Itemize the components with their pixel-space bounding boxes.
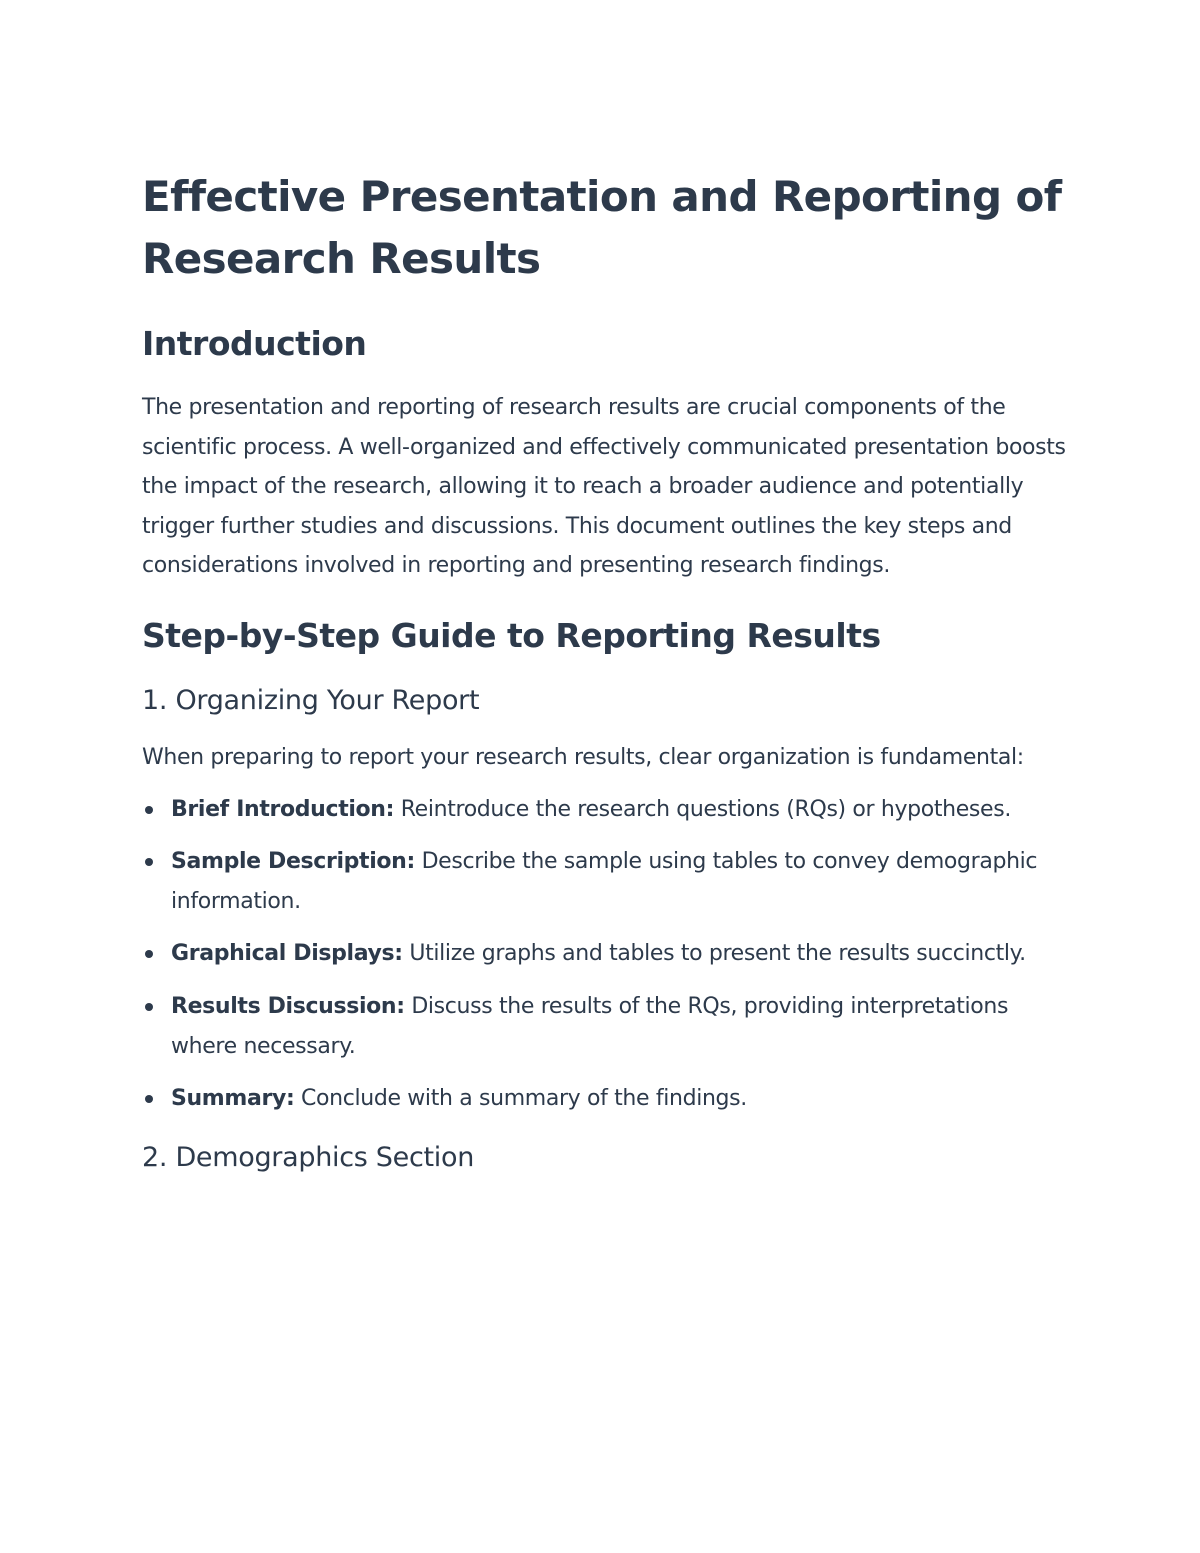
list-item: [142, 842, 1072, 921]
guide-heading: Step-by-Step Guide to Reporting Results: [142, 615, 881, 655]
organizing-paragraph: When preparing to report your research results, clear organization is fundamental:: [142, 744, 1024, 770]
list-item-text: Utilize graphs and tables to present the results succinctly.: [402, 941, 1026, 967]
list-item-text: Describe the sample using tables to convey demographic information.: [171, 849, 1038, 914]
list-item-text: Reintroduce the research questions (RQs) or hypotheses.: [394, 796, 1011, 822]
section-heading-demographics: 2. Demographics Section: [142, 1141, 475, 1173]
list-item-term: Results Discussion:: [171, 993, 405, 1019]
bullet-icon: [145, 858, 153, 866]
list-item: [142, 790, 1072, 830]
section-heading-organizing: 1. Organizing Your Report: [142, 684, 480, 716]
list-item-term: Summary:: [171, 1086, 295, 1112]
list-item-term: Graphical Displays:: [171, 941, 403, 967]
introduction-heading: Introduction: [142, 324, 367, 363]
introduction-paragraph: The presentation and reporting of research results are crucial components of the scientific process. A well-organized and effectively communicated presentation boosts the impact of the research, allowing it to reach a broader audience and potentially trigger further studies and discussions. This document outlines the key steps and considerations involved in reporting and presenting research findings.: [142, 395, 1066, 579]
bullet-icon: [145, 806, 153, 814]
bullet-icon: [145, 1095, 153, 1103]
bullet-icon: [145, 950, 153, 958]
organizing-list: [142, 790, 1072, 1119]
document-page: [142, 166, 1072, 1181]
list-item-text: Discuss the results of the RQs, providing interpretations where necessary.: [171, 993, 1009, 1059]
list-item-term: Sample Description:: [171, 849, 415, 875]
list-item-text: Conclude with a summary of the findings.: [294, 1086, 747, 1112]
document-title: Effective Presentation and Reporting of Research Results: [142, 172, 1062, 283]
list-item-term: Brief Introduction:: [171, 796, 395, 822]
list-item: [142, 934, 1072, 974]
list-item: [142, 1079, 1072, 1119]
bullet-icon: [145, 1003, 153, 1011]
list-item: [142, 987, 1072, 1066]
